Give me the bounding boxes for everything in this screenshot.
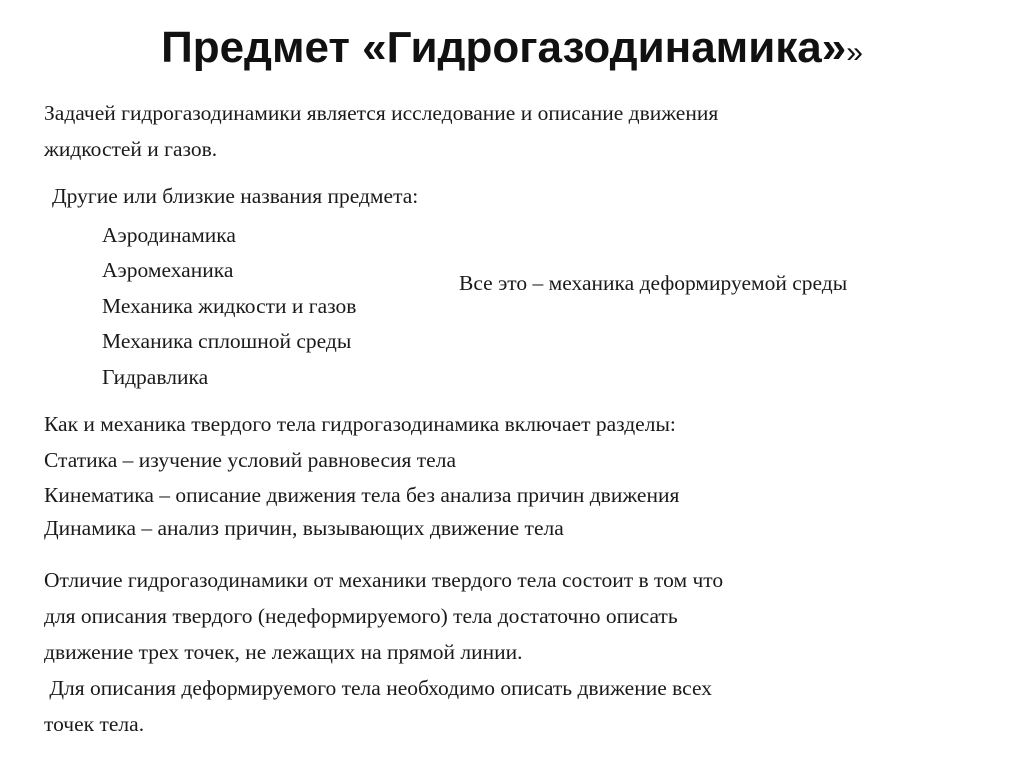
slide-title-text: Предмет «Гидрогазодинамика» <box>161 23 847 72</box>
intro-line-2: жидкостей и газов. <box>44 137 218 161</box>
difference-line: Для описания деформируемого тела необходимо описать движение всех <box>44 676 712 700</box>
other-names-note: Все это – механика деформируемой среды <box>459 271 848 295</box>
section-item-dynamics: Динамика – анализ причин, вызывающих движение тела <box>44 516 564 540</box>
other-name-item: Аэромеханика <box>102 258 234 282</box>
difference-line: точек тела. <box>44 712 145 736</box>
other-name-item: Механика сплошной среды <box>102 329 352 353</box>
slide-title <box>0 18 1024 83</box>
other-names-heading: Другие или близкие названия предмета: <box>52 184 419 208</box>
difference-line: Отличие гидрогазодинамики от механики твердого тела состоит в том что <box>44 568 724 592</box>
slide-title-closing-quote: » <box>846 36 863 69</box>
other-name-item: Механика жидкости и газов <box>102 294 357 318</box>
intro-line-1: Задачей гидрогазодинамики является исследование и описание движения <box>44 101 719 125</box>
section-item-kinematics: Кинематика – описание движения тела без анализа причин движения <box>44 483 680 507</box>
difference-line: для описания твердого (недеформируемого) тела достаточно описать <box>44 604 678 628</box>
difference-line: движение трех точек, не лежащих на прямой линии. <box>44 640 523 664</box>
other-name-item: Гидравлика <box>102 365 209 389</box>
other-name-item: Аэродинамика <box>102 223 236 247</box>
section-item-statics: Статика – изучение условий равновесия тела <box>44 448 456 472</box>
sections-heading: Как и механика твердого тела гидрогазодинамика включает разделы: <box>44 412 676 436</box>
